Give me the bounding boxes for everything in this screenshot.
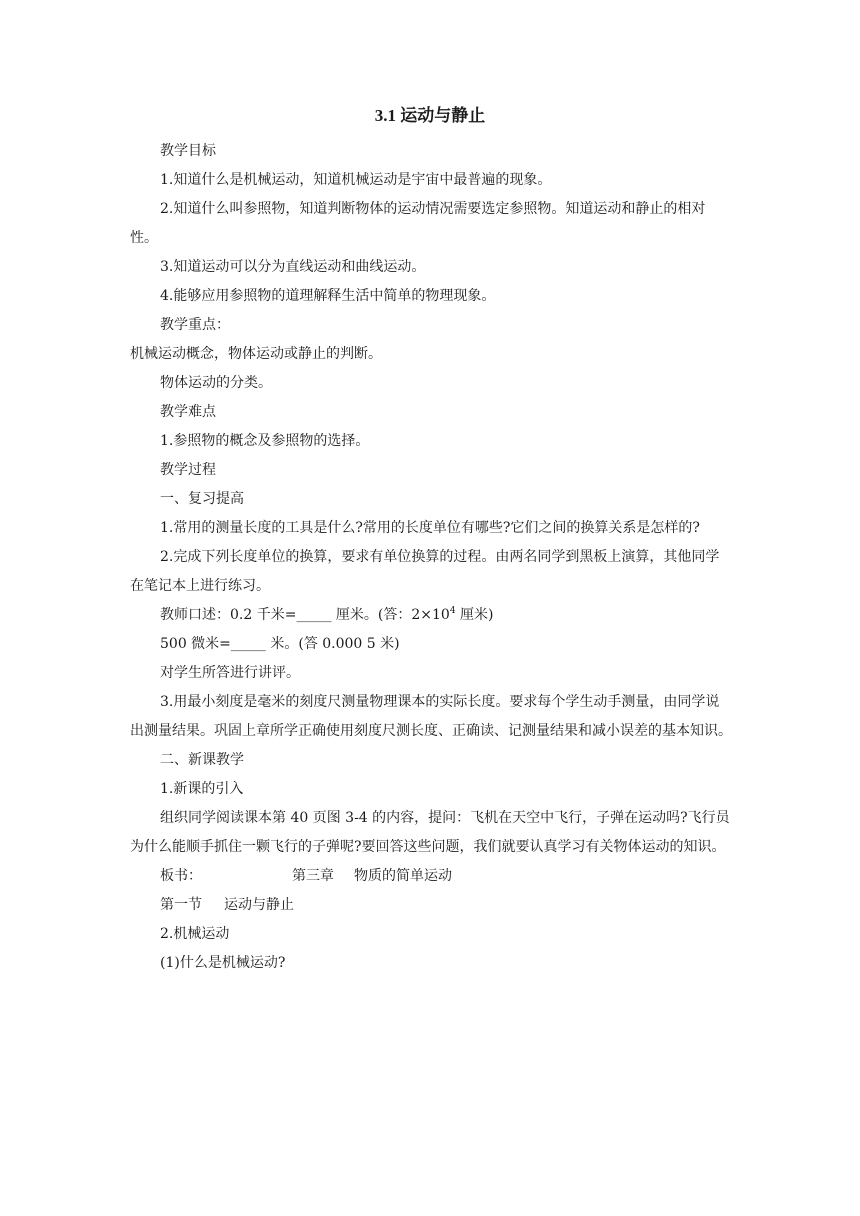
mech-question: (1)什么是机械运动? — [160, 955, 286, 971]
goal-item: 4.能够应用参照物的道理解释生活中简单的物理现象。 — [160, 288, 496, 304]
board-line — [130, 862, 732, 891]
comment-line: 对学生所答进行讲评。 — [160, 665, 300, 681]
page-title: 3.1 运动与静止 — [374, 106, 486, 125]
goal-item: 2.知道什么叫参照物，知道判断物体的运动情况需要选定参照物。知道运动和静止的相对性。 — [130, 201, 706, 246]
exponent: 4 — [449, 606, 456, 616]
review-item: 3.用最小刻度是毫米的刻度尺测量物理课本的实际长度。要求每个学生动手测量，由同学说出测量结果。巩固上章所学正确使用刻度尺测长度、正确读、记测量结果和减小误差的基本知识。 — [130, 694, 732, 739]
process-heading: 教学过程 — [160, 462, 216, 478]
review-item: 1.常用的测量长度的工具是什么?常用的长度单位有哪些?它们之间的换算关系是怎样的? — [160, 520, 700, 536]
key-point: 机械运动概念，物体运动或静止的判断。 — [130, 346, 382, 362]
board-section-title: 运动与静止 — [224, 897, 294, 913]
key-points-heading: 教学重点： — [160, 317, 230, 333]
difficulty-heading: 教学难点 — [160, 404, 216, 420]
intro-heading: 1.新课的引入 — [160, 781, 244, 797]
teacher-oral-text: 教师口述：0.2 千米=_____ 厘米。(答：2×10 — [160, 607, 450, 623]
teacher-oral-line — [130, 601, 732, 630]
section-heading: 一、复习提高 — [160, 491, 244, 507]
board-section: 第一节 — [160, 897, 202, 913]
board-section-line — [130, 891, 732, 920]
board-chapter: 第三章 — [292, 868, 334, 884]
section-heading: 二、新课教学 — [160, 752, 244, 768]
mech-heading: 2.机械运动 — [160, 926, 230, 942]
review-item: 2.完成下列长度单位的换算，要求有单位换算的过程。由两名同学到黑板上演算，其他同学在笔记本上进行练习。 — [130, 549, 720, 594]
goals-heading: 教学目标 — [160, 143, 216, 159]
difficulty-item: 1.参照物的概念及参照物的选择。 — [160, 433, 370, 449]
goal-item: 1.知道什么是机械运动，知道机械运动是宇宙中最普遍的现象。 — [160, 172, 552, 188]
key-point: 物体运动的分类。 — [160, 375, 272, 391]
teacher-oral-unit: 厘米) — [455, 607, 494, 623]
board-label: 板书： — [160, 868, 202, 884]
document-body — [130, 137, 732, 978]
intro-text: 组织同学阅读课本第 40 页图 3-4 的内容，提问：飞机在天空中飞行，子弹在运动吗?飞行员为什么能顺手抓住一颗飞行的子弹呢?要回答这些问题，我们就要认真学习有关物体运动的知识。 — [130, 810, 730, 855]
board-chapter-title: 物质的简单运动 — [354, 868, 452, 884]
micron-line: 500 微米=_____ 米。(答 0.000 5 米) — [160, 636, 400, 652]
goal-item: 3.知道运动可以分为直线运动和曲线运动。 — [160, 259, 426, 275]
